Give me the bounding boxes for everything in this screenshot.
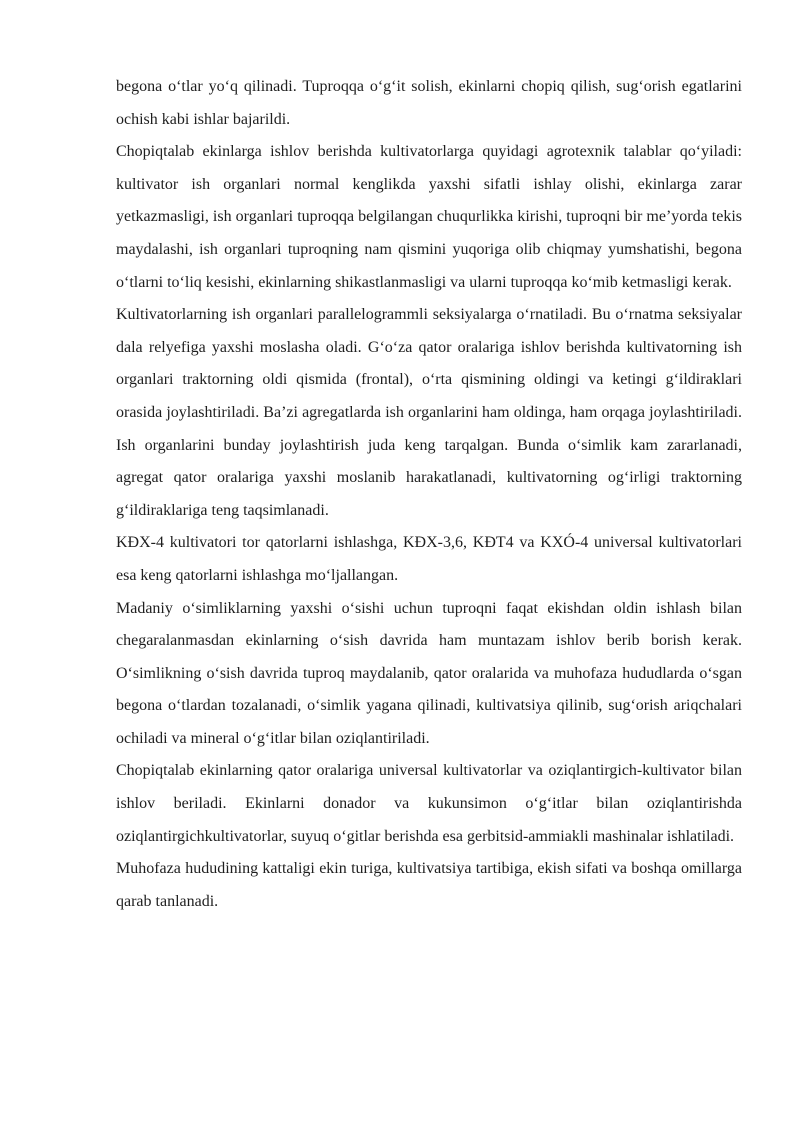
paragraph-3: Kultivatorlarning ish organlari parallelogrammli seksiyalarga o‘rnatiladi. Bu o‘rnatma seksiyalar dala relyefiga yaxshi moslasha oladi. G‘o‘za qator oralariga ishlov berishda kultivatorning ish organlari traktorning oldi qismida (frontal), o‘rta qismining oldingi va ketingi g‘ildiraklari orasida joylashtiriladi. Ba’zi agregatlarda ish organlarini ham oldinga, ham orqaga joylashtiriladi. Ish organlarini bunday joylashtirish juda keng tarqalgan. Bunda o‘simlik kam zararlanadi, agregat qator oralariga yaxshi moslanib harakatlanadi, kultivatorning og‘irligi traktorning g‘ildiraklariga teng taqsimlanadi. <box>116 306 742 519</box>
paragraph-2: Chopiqtalab ekinlarga ishlov berishda kultivatorlarga quyidagi agrotexnik talablar qo‘yiladi: kultivator ish organlari normal kenglikda yaxshi sifatli ishlay olishi, ekinlarga zarar yetkazmasligi, ish organlari tuproqqa belgilangan chuqurlikka kirishi, tuproqni bir me’yorda tekis maydalashi, ish organlari tuproqning nam qismini yuqoriga olib chiqmay yumshatishi, begona o‘tlarni to‘liq kesishi, ekinlarning shikastlanmasligi va ularni tuproqqa ko‘mib ketmasligi kerak. <box>116 143 742 291</box>
paragraph-7: Muhofaza hududining kattaligi ekin turiga, kultivatsiya tartibiga, ekish sifati va boshqa omillarga qarab tanlanadi. <box>116 860 742 910</box>
paragraph-1: begona o‘tlar yo‘q qilinadi. Tuproqqa o‘g‘it solish, ekinlarni chopiq qilish, sug‘orish egatlarini ochish kabi ishlar bajarildi. <box>116 78 742 128</box>
paragraph-4: KĐX-4 kultivatori tor qatorlarni ishlashga, KĐX-3,6, KĐT4 va KXÓ-4 universal kultivatorlari esa keng qatorlarni ishlashga mo‘ljallangan. <box>116 534 742 584</box>
document-page <box>116 71 742 918</box>
paragraph-5: Madaniy o‘simliklarning yaxshi o‘sishi uchun tuproqni faqat ekishdan oldin ishlash bilan chegaralanmasdan ekinlarning o‘sish davrida ham muntazam ishlov berib borish kerak. O‘simlikning o‘sish davrida tuproq maydalanib, qator oralarida va muhofaza hududlarda o‘sgan begona o‘tlardan tozalanadi, o‘simlik yagana qilinadi, kultivatsiya qilinib, sug‘orish ariqchalari ochiladi va mineral o‘g‘itlar bilan oziqlantiriladi. <box>116 599 742 747</box>
paragraph-6: Chopiqtalab ekinlarning qator oralariga universal kultivatorlar va oziqlantirgich-kultivator bilan ishlov beriladi. Ekinlarni donador va kukunsimon o‘g‘itlar bilan oziqlantirishda oziqlantirgichkultivatorlar, suyuq o‘gitlar berishda esa gerbitsid-ammiakli mashinalar ishlatiladi. <box>116 762 742 845</box>
